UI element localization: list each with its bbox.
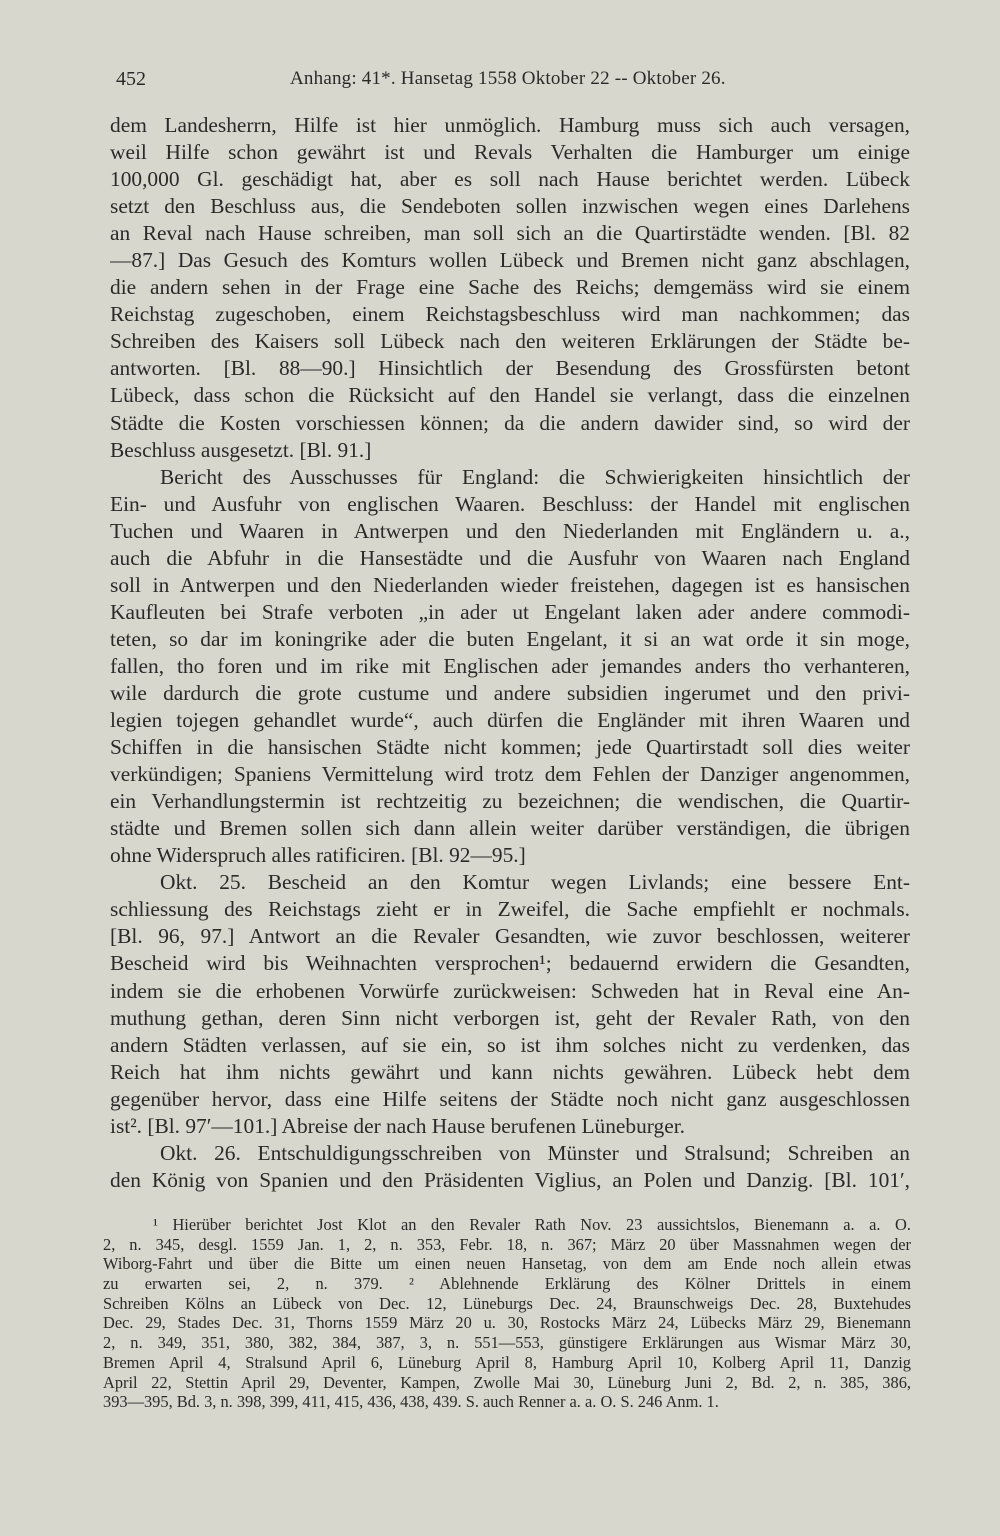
footnote-line: Bremen April 4, Stralsund April 6, Lüneburg April 8, Hamburg April 10, Kolberg April 11, Danzig	[103, 1352, 911, 1372]
text-line: ist². [Bl. 97′—101.] Abreise der nach Hause berufenen Lüneburger.	[110, 1113, 686, 1138]
page-header	[110, 68, 910, 98]
text-line: den König von Spanien und den Präsidenten Viglius, an Polen und Danzig. [Bl. 101′,	[110, 1167, 910, 1192]
text-line: muthung gethan, deren Sinn nicht verborgen ist, geht der Revaler Rath, von den	[110, 1005, 910, 1030]
text-line: Tuchen und Waaren in Antwerpen und den Niederlanden mit Engländern u. a.,	[110, 518, 910, 543]
footnote-line: April 22, Stettin April 29, Deventer, Kampen, Zwolle Mai 30, Lüneburg Juni 2, Bd. 2, n. 385, 386,	[103, 1372, 911, 1392]
text-line: legien tojegen gehandlet wurde“, auch dürfen die Engländer mit ihren Waaren und	[110, 708, 910, 733]
running-head: Anhang: 41*. Hansetag 1558 Oktober 22 -- Oktober 26.	[290, 68, 726, 89]
text-line: indem sie die erhobenen Vorwürfe zurückweisen: Schweden hat in Reval eine An-	[110, 978, 910, 1003]
text-line: städte und Bremen sollen sich dann allein weiter darüber verständigen, die übrigen	[110, 816, 910, 841]
footnote-line: 2, n. 349, 351, 380, 382, 384, 387, 3, n. 551—553, günstigere Erklärungen aus Wismar März 30,	[103, 1333, 911, 1353]
text-line: 100,000 Gl. geschädigt hat, aber es soll nach Hause berichtet werden. Lübeck	[110, 167, 910, 192]
text-line: teten, so dar im koningrike ader die buten Engelant, it si an wat orde it sin moge,	[110, 626, 910, 651]
footnote-line: Wiborg-Fahrt und über die Bitte um einen neuen Hansetag, von dem am Ende noch allein etwas	[103, 1254, 911, 1274]
text-line: Okt. 26. Entschuldigungsschreiben von Münster und Stralsund; Schreiben an	[160, 1140, 910, 1165]
text-line: Beschluss ausgesetzt. [Bl. 91.]	[110, 437, 372, 462]
footnote-line: Dec. 29, Stades Dec. 31, Thorns 1559 März 20 u. 30, Rostocks März 24, Lübecks März 29, Bienemann	[103, 1313, 911, 1333]
text-line: [Bl. 96, 97.] Antwort an die Revaler Gesandten, wie zuvor beschlossen, weiterer	[110, 924, 910, 949]
footnote-line: 393—395, Bd. 3, n. 398, 399, 411, 415, 436, 438, 439. S. auch Renner a. a. O. S. 246 Anm. 1.	[103, 1392, 719, 1412]
text-line: andern Städten verlassen, auf sie ein, so ist ihm solches nicht zu verdenken, das	[110, 1032, 910, 1057]
text-line: ohne Widerspruch alles ratificiren. [Bl. 92—95.]	[110, 843, 526, 868]
page-number: 452	[116, 68, 146, 90]
text-line: soll in Antwerpen und den Niederlanden wieder freistehen, dagegen ist es hansischen	[110, 572, 910, 597]
text-line: auch die Abfuhr in die Hansestädte und die Ausfuhr von Waaren nach England	[110, 545, 910, 570]
text-line: Bescheid wird bis Weihnachten versprochen¹; bedauernd erwidern die Gesandten,	[110, 951, 910, 976]
text-line: wile dardurch die grote custume und andere subsidien ingerumet und den privi-	[110, 680, 910, 705]
text-line: Kaufleuten bei Strafe verboten „in ader ut Engelant laken ader andere commodi-	[110, 599, 910, 624]
footnote-line: 2, n. 345, desgl. 1559 Jan. 1, 2, n. 353, Febr. 18, n. 367; März 20 über Massnahmen wegen der	[103, 1234, 911, 1254]
text-line: antworten. [Bl. 88—90.] Hinsichtlich der Besendung des Grossfürsten betont	[110, 356, 910, 381]
text-line: fallen, tho foren und im rike mit Englischen ader jemandes anders tho verhanteren,	[110, 653, 910, 678]
footnote-line: ¹ Hierüber berichtet Jost Klot an den Revaler Rath Nov. 23 aussichtslos, Bienemann a. a. O.	[153, 1215, 911, 1234]
text-line: ein Verhandlungstermin ist rechtzeitig zu bezeichnen; die wendischen, die Quartir-	[110, 789, 910, 814]
footnote-line: zu erwarten sei, 2, n. 379. ² Ablehnende Erklärung des Kölner Drittels in einem	[103, 1274, 911, 1294]
text-line: die andern sehen in der Frage eine Sache des Reichs; demgemäss wird sie einem	[110, 275, 910, 300]
text-line: —87.] Das Gesuch des Komturs wollen Lübeck und Bremen nicht ganz abschlagen,	[110, 248, 910, 273]
text-line: weil Hilfe schon gewährt ist und Revals Verhalten die Hamburger um einige	[110, 140, 910, 165]
footnotes	[103, 1215, 911, 1412]
text-line: Ein- und Ausfuhr von englischen Waaren. Beschluss: der Handel mit englischen	[110, 491, 910, 516]
main-text	[110, 112, 910, 1194]
text-line: Schreiben des Kaisers soll Lübeck nach den weiteren Erklärungen der Städte be-	[110, 329, 910, 354]
text-line: an Reval nach Hause schreiben, man soll sich an die Quartirstädte wenden. [Bl. 82	[110, 221, 910, 246]
text-line: verkündigen; Spaniens Vermittelung wird trotz dem Fehlen der Danziger angenommen,	[110, 762, 910, 787]
text-line: Okt. 25. Bescheid an den Komtur wegen Livlands; eine bessere Ent-	[160, 870, 910, 895]
text-line: Schiffen in die hansischen Städte nicht kommen; jede Quartirstadt soll dies weiter	[110, 735, 910, 760]
text-line: Bericht des Ausschusses für England: die Schwierigkeiten hinsichtlich der	[160, 464, 910, 489]
text-line: gegenüber hervor, dass eine Hilfe seitens der Städte noch nicht ganz ausgeschlossen	[110, 1086, 910, 1111]
text-line: Städte die Kosten vorschiessen können; da die andern dawider sind, so wird der	[110, 410, 910, 435]
footnote-line: Schreiben Kölns an Lübeck von Dec. 12, Lüneburgs Dec. 24, Braunschweigs Dec. 28, Buxtehudes	[103, 1293, 911, 1313]
text-line: Lübeck, dass schon die Rücksicht auf den Handel sie verlangt, dass die einzelnen	[110, 383, 910, 408]
text-line: dem Landesherrn, Hilfe ist hier unmöglich. Hamburg muss sich auch versagen,	[110, 113, 910, 137]
text-line: schliessung des Reichstags zieht er in Zweifel, die Sache empfiehlt er nochmals.	[110, 897, 910, 922]
text-line: setzt den Beschluss aus, die Sendeboten sollen inzwischen wegen eines Darlehens	[110, 194, 910, 219]
text-line: Reichstag zugeschoben, einem Reichstagsbeschluss wird man nachkommen; das	[110, 302, 910, 327]
text-line: Reich hat ihm nichts gewährt und kann nichts gewähren. Lübeck hebt dem	[110, 1059, 910, 1084]
